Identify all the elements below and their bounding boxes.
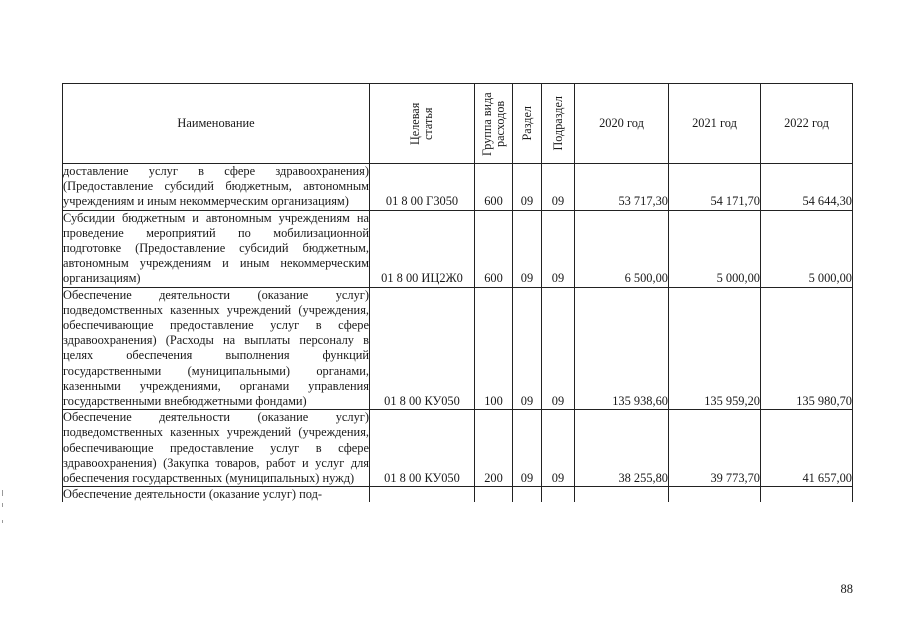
- row-name: Обеспечение деятельности (оказание услуг) под-: [63, 487, 370, 503]
- table-row: [63, 410, 853, 487]
- header-2022: 2022 год: [761, 84, 853, 164]
- table-row: [63, 487, 853, 503]
- table-row: [63, 164, 853, 211]
- row-target: 01 8 00 ИЦ2Ж0: [370, 210, 475, 287]
- scan-edge-mark: [2, 520, 3, 523]
- row-2020: [575, 487, 669, 503]
- row-name: Субсидии бюджетным и автономным учреждениям на проведение мероприятий по мобилизационной подготовке (Предоставление субсидий бюджетным, автономным учреждениям и иным некоммерческим организациям): [63, 210, 369, 286]
- page-bottom-margin: [62, 569, 854, 640]
- row-2020: 135 938,60: [575, 287, 669, 410]
- row-2022: 5 000,00: [761, 210, 853, 287]
- header-section: Раздел: [513, 84, 542, 164]
- row-2022: [761, 487, 853, 503]
- row-subsection: 09: [542, 287, 575, 410]
- row-group: [475, 487, 513, 503]
- row-target: 01 8 00 КУ050: [370, 410, 475, 487]
- row-2022: 135 980,70: [761, 287, 853, 410]
- row-group: 100: [475, 287, 513, 410]
- page-number: 88: [840, 582, 853, 596]
- row-2022: 54 644,30: [761, 164, 853, 211]
- row-section: 09: [513, 210, 542, 287]
- header-expense-group: Группа вида расходов: [475, 84, 513, 164]
- row-target: [370, 487, 475, 503]
- row-group: 200: [475, 410, 513, 487]
- row-subsection: 09: [542, 410, 575, 487]
- row-2020: 6 500,00: [575, 210, 669, 287]
- row-section: 09: [513, 287, 542, 410]
- row-name: доставление услуг в сфере здравоохранения) (Предоставление субсидий бюджетным, автономным учреждениям и иным некоммерческим организациям): [63, 164, 369, 209]
- row-section: [513, 487, 542, 503]
- row-group: 600: [475, 210, 513, 287]
- row-subsection: 09: [542, 164, 575, 211]
- row-target: 01 8 00 КУ050: [370, 287, 475, 410]
- header-name: Наименование: [63, 84, 370, 164]
- row-2021: 5 000,00: [669, 210, 761, 287]
- row-2022: 41 657,00: [761, 410, 853, 487]
- header-subsection: Подраздел: [542, 84, 575, 164]
- row-section: 09: [513, 164, 542, 211]
- row-2021: [669, 487, 761, 503]
- table-header-row: [63, 84, 853, 164]
- row-2020: 38 255,80: [575, 410, 669, 487]
- row-group: 600: [475, 164, 513, 211]
- table-row: [63, 287, 853, 410]
- row-2021: 135 959,20: [669, 287, 761, 410]
- row-subsection: [542, 487, 575, 503]
- header-2021: 2021 год: [669, 84, 761, 164]
- scan-edge-mark: [2, 490, 3, 496]
- header-2020: 2020 год: [575, 84, 669, 164]
- row-name: Обеспечение деятельности (оказание услуг) подведомственных казенных учреждений (учреждения, обеспечивающие предоставление услуг в сфере здравоохранения) (Расходы на выплаты персоналу в целях обеспечения выполнения функций государственными (муниципальными) органами, казенными учреждениями, органами управления государственными внебюджетными фондами): [63, 287, 369, 409]
- row-2020: 53 717,30: [575, 164, 669, 211]
- scan-edge-mark: [2, 503, 3, 507]
- row-name: Обеспечение деятельности (оказание услуг) подведомственных казенных учреждений (учреждения, обеспечивающие предоставление услуг в сфере здравоохранения) (Закупка товаров, работ и услуг для обеспечения государственных (муниципальных) нужд): [63, 410, 369, 486]
- row-2021: 39 773,70: [669, 410, 761, 487]
- budget-table: [62, 83, 853, 502]
- row-2021: 54 171,70: [669, 164, 761, 211]
- header-target: Целевая статья: [370, 84, 475, 164]
- row-section: 09: [513, 410, 542, 487]
- row-target: 01 8 00 Г3050: [370, 164, 475, 211]
- row-subsection: 09: [542, 210, 575, 287]
- table-row: [63, 210, 853, 287]
